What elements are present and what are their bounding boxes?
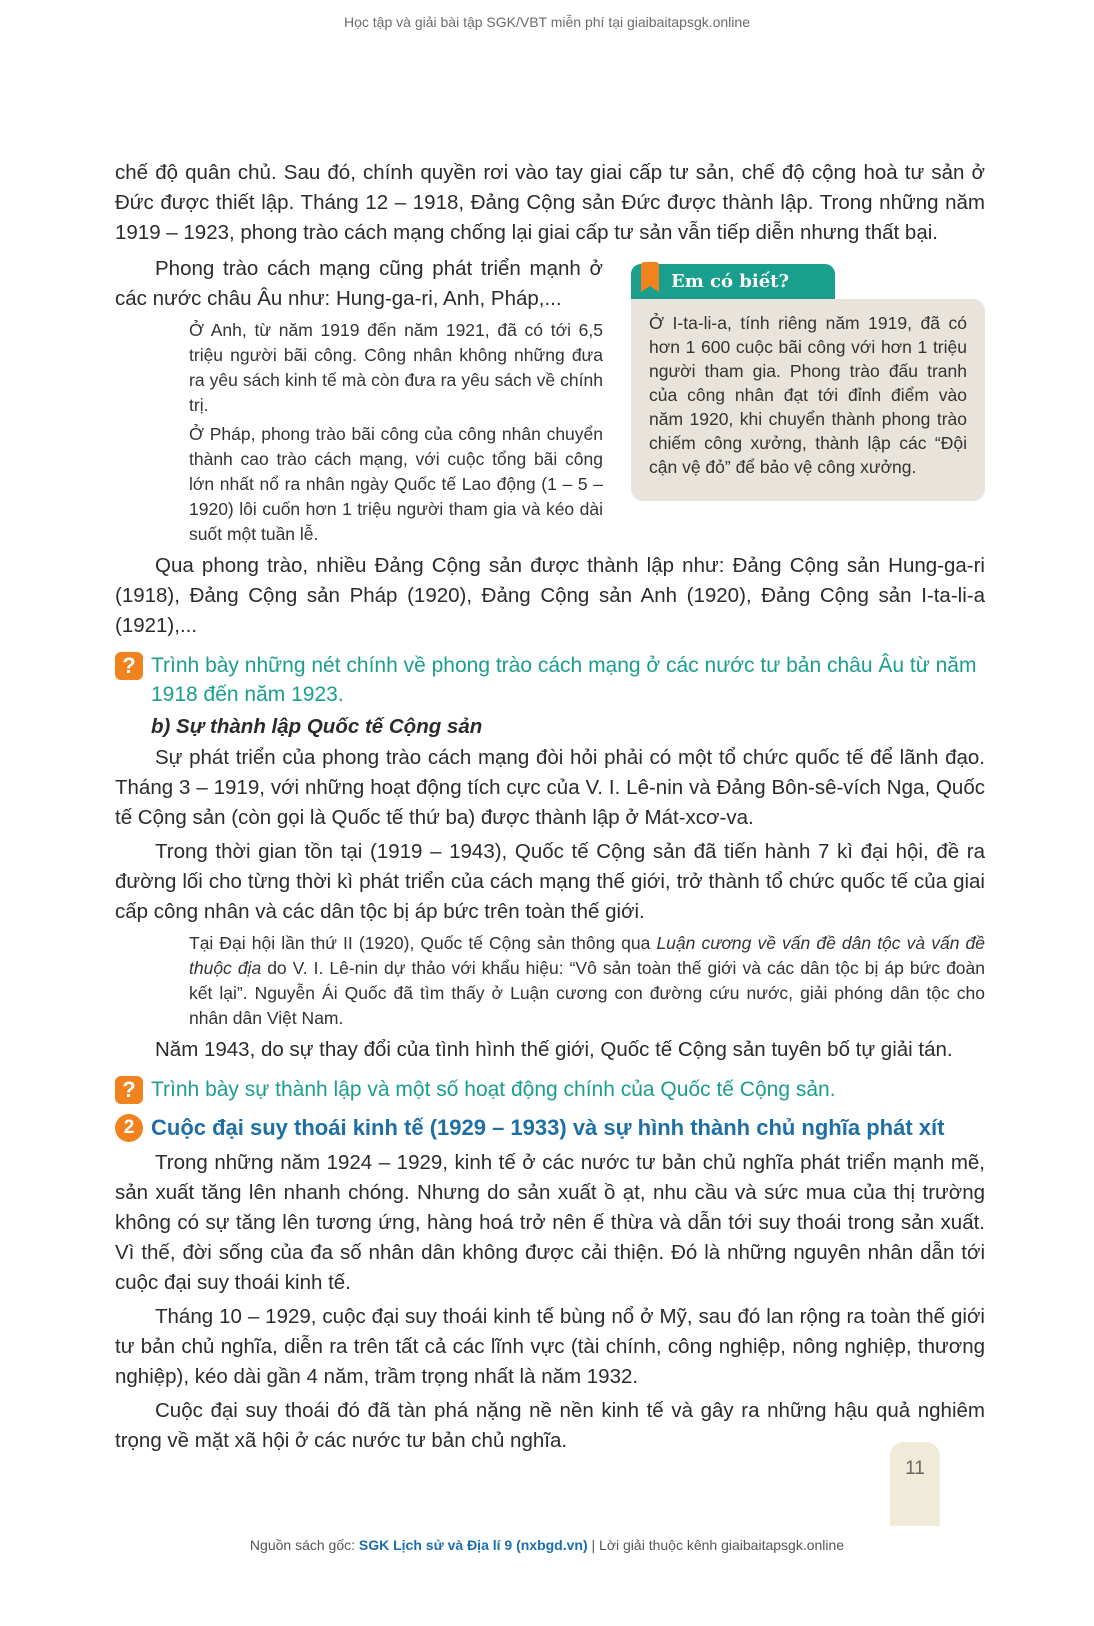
paragraph-4: Sự phát triển của phong trào cách mạng đòi hỏi phải có một tổ chức quốc tế để lãnh đạo. Tháng 3 – 1919, với những hoạt động tích cực của V. I. Lê-nin và Đảng Bôn-sê-vích Nga, Quốc tế Cộng sản (còn gọi là Quốc tế thứ ba) được thành lập ở Mát-xcơ-va. [115, 746, 985, 829]
footer-prefix: Nguồn sách gốc: [249, 1537, 359, 1553]
section-2-title: Cuộc đại suy thoái kinh tế (1929 – 1933) và sự hình thành chủ nghĩa phát xít [151, 1115, 945, 1140]
quote-congress-title: Luận cương về vấn đề dân tộc và vấn đề thuộc địa [189, 933, 985, 978]
question-2 [115, 1075, 985, 1104]
paragraph-3: Qua phong trào, nhiều Đảng Cộng sản được thành lập như: Đảng Cộng sản Hung-ga-ri (1918), Đảng Cộng sản Pháp (1920), Đảng Cộng sản Anh (1920), Đảng Cộng sản I-ta-li-a (1921),... [115, 554, 985, 637]
paragraph-8: Tháng 10 – 1929, cuộc đại suy thoái kinh tế bùng nổ ở Mỹ, sau đó lan rộng ra toàn thế giới tư bản chủ nghĩa, diễn ra trên tất cả các lĩnh vực (tài chính, công nghiệp, nông nghiệp, thương nghiệp), kéo dài gần 4 năm, trầm trọng nhất là năm 1932. [115, 1305, 985, 1388]
subheading-b: b) Sự thành lập Quốc tế Cộng sản [151, 715, 483, 738]
page-content [115, 158, 985, 1456]
did-you-know-label: Em có biết? [671, 271, 790, 292]
quote-congress-a: Tại Đại hội lần thứ II (1920), Quốc tế Cộng sản thông qua [189, 933, 657, 953]
section-2-heading [115, 1114, 985, 1142]
paragraph-1: chế độ quân chủ. Sau đó, chính quyền rơi vào tay giai cấp tư sản, chế độ cộng hoà tư sản ở Đức được thiết lập. Tháng 12 – 1918, Đảng Cộng sản Đức được thành lập. Trong những năm 1919 – 1923, phong trào cách mạng chống lại giai cấp tư sản vẫn tiếp diễn nhưng thất bại. [115, 161, 985, 244]
footer-book-link[interactable]: SGK Lịch sử và Địa lí 9 (nxbgd.vn) [358, 1537, 588, 1553]
quote-france: Ở Pháp, phong trào bãi công của công nhân chuyển thành cao trào cách mạng, với cuộc tổng bãi công lớn nhất nổ ra nhân ngày Quốc tế Lao động (1 – 5 – 1920) lôi cuốn hơn 1 triệu người tham gia và kéo dài suốt một tuần lễ. [189, 424, 603, 544]
paragraph-6: Năm 1943, do sự thay đổi của tình hình thế giới, Quốc tế Cộng sản tuyên bố tự giải tán. [155, 1038, 953, 1061]
quote-congress [189, 931, 985, 1031]
quote-congress-c: do V. I. Lê-nin dự thảo với khẩu hiệu: “Vô sản toàn thế giới và các dân tộc bị áp bức đoàn kết lại”. Nguyễn Ái Quốc đã tìm thấy ở Luận cương con đường cứu nước, giải phóng dân tộc cho nhân dân Việt Nam. [189, 958, 985, 1028]
question-1-text: Trình bày những nét chính về phong trào cách mạng ở các nước tư bản châu Âu từ năm 1918 đến năm 1923. [151, 654, 977, 706]
page-number: 11 [890, 1442, 940, 1526]
did-you-know-body: Ở I-ta-li-a, tính riêng năm 1919, đã có hơn 1 600 cuộc bãi công với hơn 1 triệu người tham gia. Phong trào đấu tranh của công nhân đạt tới đỉnh điểm vào năm 1920, khi chuyển thành phong trào chiếm công xưởng, thành lập các “Đội cận vệ đỏ” để bảo vệ công xưởng. [631, 299, 985, 501]
quote-england: Ở Anh, từ năm 1919 đến năm 1921, đã có tới 6,5 triệu người bãi công. Công nhân không những đưa ra yêu sách kinh tế mà còn đưa ra yêu sách về chính trị. [189, 320, 603, 415]
did-you-know-title [631, 264, 835, 299]
left-column [115, 254, 603, 547]
paragraph-7: Trong những năm 1924 – 1929, kinh tế ở các nước tư bản chủ nghĩa phát triển mạnh mẽ, sản xuất tăng lên nhanh chóng. Nhưng do sản xuất ồ ạt, nhu cầu và sức mua của thị trường không có sự tăng lên tương ứng, hàng hoá trở nên ế thừa và dẫn tới suy thoái trong sản xuất. Vì thế, đời sống của đa số nhân dân không được cải thiện. Đó là những nguyên nhân dẫn tới cuộc đại suy thoái kinh tế. [115, 1151, 985, 1294]
page-header: Học tập và giải bài tập SGK/VBT miễn phí tại giaibaitapsgk.online [344, 14, 750, 30]
section-number-badge: 2 [115, 1114, 143, 1142]
footer-suffix: | Lời giải thuộc kênh giaibaitapsgk.online [587, 1537, 845, 1553]
question-mark-icon: ? [115, 652, 143, 680]
question-1 [115, 651, 985, 709]
two-column-block [115, 254, 985, 547]
page-footer [0, 1537, 1094, 1553]
did-you-know-box [631, 264, 985, 501]
paragraph-9: Cuộc đại suy thoái đó đã tàn phá nặng nề nền kinh tế và gây ra những hậu quả nghiêm trọng về mặt xã hội ở các nước tư bản chủ nghĩa. [115, 1399, 985, 1452]
question-2-text: Trình bày sự thành lập và một số hoạt động chính của Quốc tế Cộng sản. [151, 1078, 836, 1101]
question-mark-icon: ? [115, 1076, 143, 1104]
paragraph-2: Phong trào cách mạng cũng phát triển mạnh ở các nước châu Âu như: Hung-ga-ri, Anh, Pháp,... [115, 257, 603, 310]
bookmark-flag-icon [641, 262, 659, 292]
paragraph-5: Trong thời gian tồn tại (1919 – 1943), Quốc tế Cộng sản đã tiến hành 7 kì đại hội, đề ra đường lối cho từng thời kì phát triển của cách mạng thế giới, trở thành tổ chức quốc tế của giai cấp công nhân và các dân tộc bị áp bức trên toàn thế giới. [115, 840, 985, 923]
